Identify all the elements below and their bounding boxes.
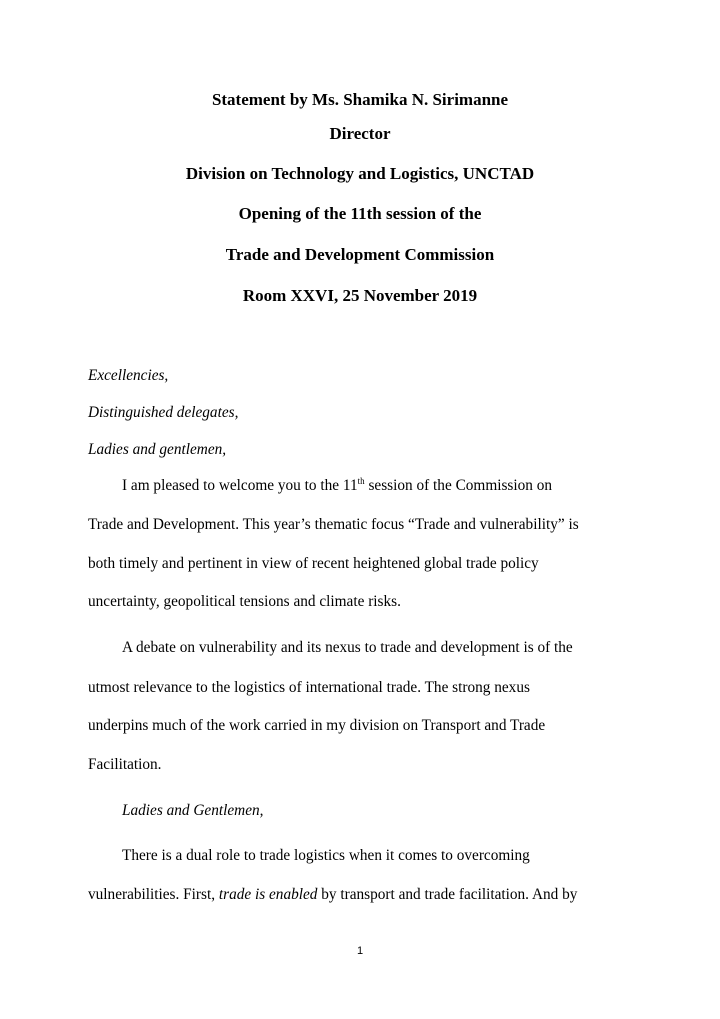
para1-line1-text-end: session of the Commission on — [364, 477, 553, 494]
para3-italic-phrase: trade is enabled — [218, 886, 318, 903]
salutation-delegates: Distinguished delegates, — [88, 404, 239, 421]
salutation-excellencies: Excellencies, — [88, 367, 169, 384]
para1-line3: both timely and pertinent in view of recent heightened global trade policy — [88, 555, 539, 572]
para1-line4: uncertainty, geopolitical tensions and climate risks. — [88, 593, 401, 610]
para2-line2: utmost relevance to the logistics of international trade. The strong nexus — [88, 679, 530, 696]
opening-heading: Opening of the 11th session of the — [238, 204, 482, 223]
para1-superscript: th — [357, 475, 365, 486]
statement-by-heading: Statement by Ms. Shamika N. Sirimanne — [211, 90, 509, 109]
para2-line3: underpins much of the work carried in my division on Transport and Trade — [88, 717, 546, 734]
para3-line2-text: vulnerabilities. First, — [88, 886, 219, 903]
para1-line1 — [122, 476, 552, 496]
role-heading: Director — [329, 124, 391, 143]
salutation-ladies-gentlemen: Ladies and Gentlemen, — [122, 802, 264, 819]
para3-line1: There is a dual role to trade logistics when it comes to overcoming — [122, 847, 530, 864]
para1-line2: Trade and Development. This year’s thematic focus “Trade and vulnerability” is — [88, 516, 579, 533]
division-heading: Division on Technology and Logistics, UNCTAD — [185, 164, 535, 183]
para1-line1-text: I am pleased to welcome you to the 11 — [122, 477, 358, 494]
commission-heading: Trade and Development Commission — [225, 245, 495, 264]
para3-line2 — [88, 885, 577, 905]
para2-line4: Facilitation. — [88, 756, 162, 773]
para3-line2-text-end: by transport and trade facilitation. And by — [317, 886, 578, 903]
venue-date-heading: Room XXVI, 25 November 2019 — [242, 286, 478, 305]
salutation-ladies: Ladies and gentlemen, — [88, 441, 227, 458]
para2-line1: A debate on vulnerability and its nexus to trade and development is of the — [122, 639, 573, 656]
page-number: 1 — [356, 945, 364, 957]
